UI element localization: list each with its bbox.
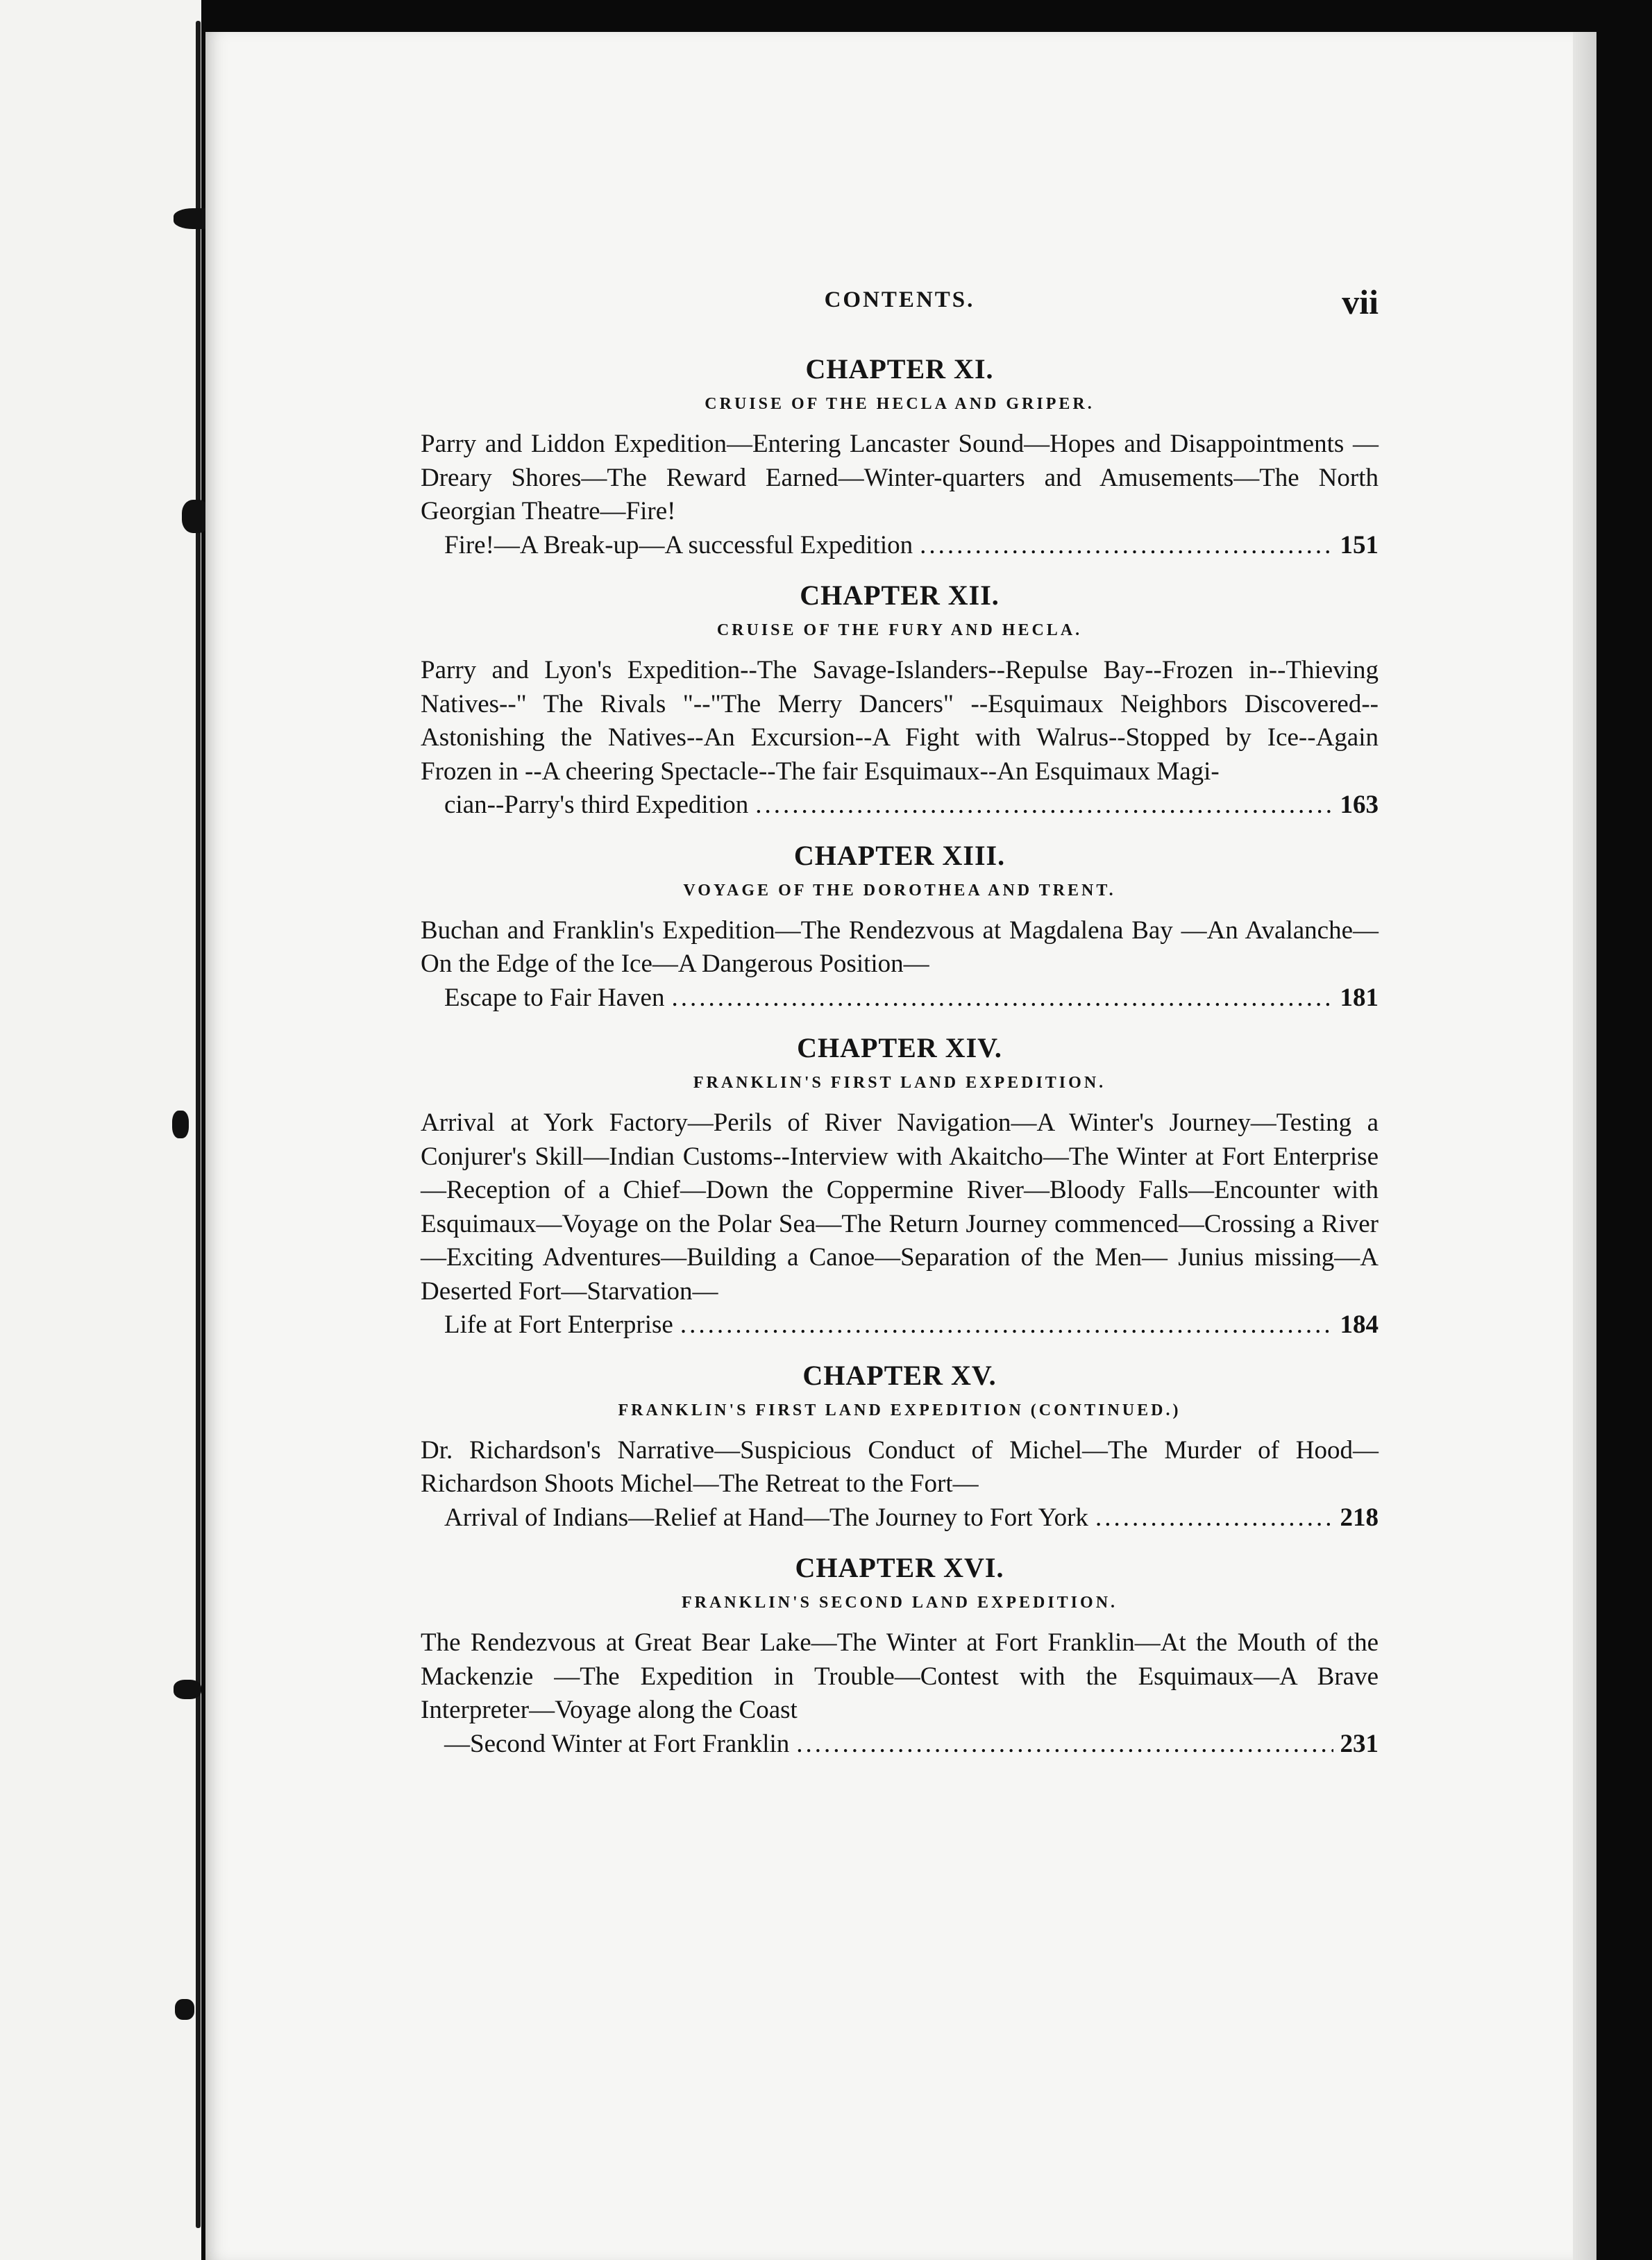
book-page (205, 32, 1596, 2260)
chapter-subtitle: FRANKLIN'S SECOND LAND EXPEDITION. (681, 1594, 1118, 1612)
chapter-summary-text: The Rendezvous at Great Bear Lake—The Winter at Fort Franklin—At the Mouth of the Mackenzie —The Expedition in Trouble—Contest with the Esquimaux—A Brave Interpreter—Voyage along the Coast (421, 1628, 1379, 1724)
chapter-entry (421, 839, 1379, 1015)
dot-leader (671, 981, 1333, 1015)
chapter-heading: CHAPTER XIV. (797, 1032, 1002, 1063)
dot-leader (796, 1728, 1333, 1762)
chapter-summary-last-line: Escape to Fair Haven (444, 983, 665, 1012)
running-title: CONTENTS. (824, 287, 975, 312)
chapter-summary-text: Dr. Richardson's Narrative—Suspicious Conduct of Michel—The Murder of Hood—Richardson Shoots Michel—The Retreat to the Fort— (421, 1435, 1379, 1498)
chapter-summary-last-line: cian--Parry's third Expedition (444, 791, 749, 819)
chapter-heading: CHAPTER XII. (800, 580, 1000, 611)
chapter-summary-last-line: Life at Fort Enterprise (444, 1310, 673, 1339)
chapter-entry (421, 353, 1379, 562)
chapter-summary-last-line: Arrival of Indians—Relief at Hand—The Journey to Fort York (444, 1503, 1088, 1532)
chapter-page-ref: 218 (1340, 1503, 1379, 1532)
chapter-heading: CHAPTER XIII. (793, 839, 1006, 871)
binding-rule (196, 21, 201, 2228)
chapter-heading: CHAPTER XI. (805, 353, 994, 385)
page-number: vii (1342, 282, 1379, 321)
toc-leader-line (421, 529, 1379, 563)
chapter-summary (421, 1106, 1379, 1342)
toc-leader-line (421, 1728, 1379, 1762)
toc-leader-line (421, 1501, 1379, 1535)
chapter-summary-text: Parry and Liddon Expedition—Entering Lancaster Sound—Hopes and Disappointments — Dreary Shores—The Reward Earned—Winter-quarters and Amusements—The North Georgian Theatre—Fire! (421, 430, 1379, 525)
chapter-summary (421, 1626, 1379, 1761)
binding-thread-mark (175, 1999, 194, 2020)
chapter-entry (421, 579, 1379, 823)
chapter-page-ref: 181 (1340, 983, 1379, 1012)
chapter-summary (421, 1434, 1379, 1535)
chapter-subtitle: CRUISE OF THE HECLA AND GRIPER. (705, 395, 1095, 413)
toc-leader-line (421, 1308, 1379, 1342)
chapter-summary (421, 654, 1379, 823)
chapter-summary-text: Buchan and Franklin's Expedition—The Rendezvous at Magdalena Bay —An Avalanche—On the Edge of the Ice—A Dangerous Position— (421, 916, 1379, 978)
chapter-subtitle: VOYAGE OF THE DOROTHEA AND TRENT. (683, 881, 1116, 900)
chapter-page-ref: 184 (1340, 1310, 1379, 1339)
chapter-heading: CHAPTER XV. (802, 1359, 997, 1391)
chapter-subtitle: FRANKLIN'S FIRST LAND EXPEDITION (CONTINUED.) (618, 1401, 1181, 1419)
chapter-summary (421, 914, 1379, 1015)
chapter-entry (421, 1031, 1379, 1342)
toc-leader-line (421, 981, 1379, 1015)
chapter-subtitle: FRANKLIN'S FIRST LAND EXPEDITION. (693, 1074, 1106, 1092)
contents-listing (421, 282, 1379, 1761)
chapter-page-ref: 231 (1340, 1729, 1379, 1758)
running-head (421, 282, 1379, 336)
toc-leader-line (421, 789, 1379, 823)
chapter-heading: CHAPTER XVI. (795, 1552, 1004, 1583)
binding-thread-mark (174, 1680, 201, 1699)
chapter-summary-last-line: Fire!—A Break-up—A successful Expedition (444, 530, 913, 559)
dot-leader (1095, 1501, 1333, 1535)
chapter-summary-last-line: —Second Winter at Fort Franklin (444, 1729, 790, 1758)
chapter-page-ref: 151 (1340, 530, 1379, 559)
dot-leader (920, 529, 1333, 563)
page-edge-shadow (1573, 32, 1596, 2260)
binding-thread-mark (172, 1111, 189, 1138)
chapter-entry (421, 1551, 1379, 1761)
chapter-summary (421, 428, 1379, 562)
chapter-subtitle: CRUISE OF THE FURY AND HECLA. (716, 621, 1083, 639)
chapter-summary-text: Parry and Lyon's Expedition--The Savage-Islanders--Repulse Bay--Frozen in--Thieving Natives--" The Rivals "--"The Merry Dancers" --Esquimaux Neighbors Discovered--Astonishing the Natives--An Excursion--A Fight with Walrus--Stopped by Ice--Again Frozen in --A cheering Spectacle--The fair Esquimaux--An Esquimaux Magi- (421, 656, 1379, 786)
chapter-page-ref: 163 (1340, 791, 1379, 819)
dot-leader (755, 789, 1333, 823)
chapter-summary-text: Arrival at York Factory—Perils of River Navigation—A Winter's Journey—Testing a Conjurer's Skill—Indian Customs--Interview with Akaitcho—The Winter at Fort Enterprise—Reception of a Chief—Down the Coppermine River—Bloody Falls—Encounter with Esquimaux—Voyage on the Polar Sea—The Return Journey commenced—Crossing a River—Exciting Adventures—Building a Canoe—Separation of the Men— Junius missing—A Deserted Fort—Starvation— (421, 1108, 1379, 1306)
chapter-entry (421, 1359, 1379, 1535)
facing-page-edge (0, 0, 201, 2260)
dot-leader (680, 1308, 1333, 1342)
